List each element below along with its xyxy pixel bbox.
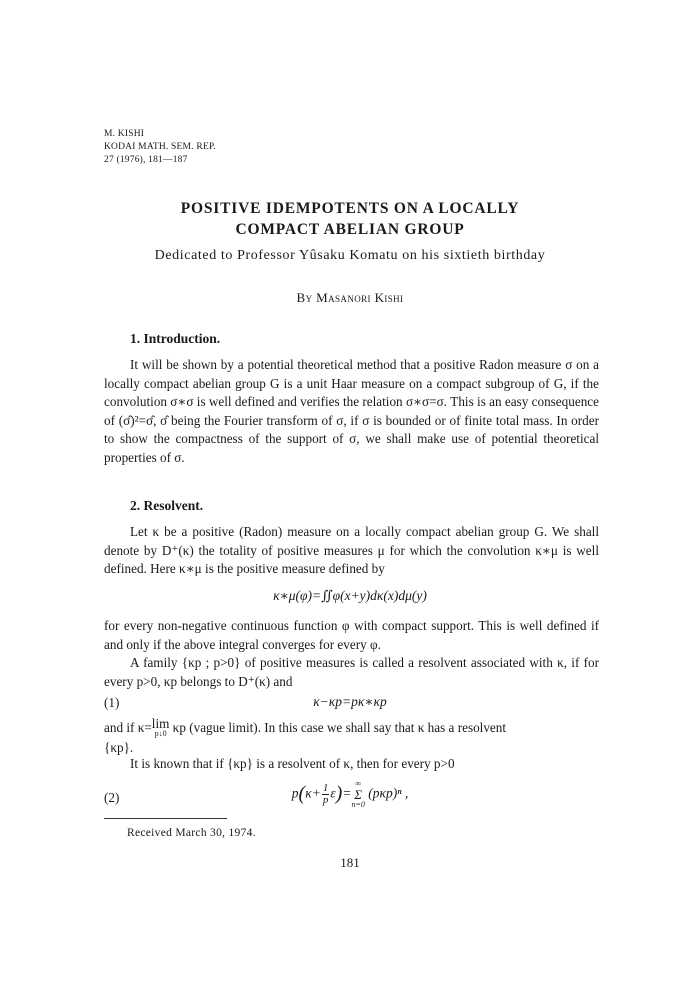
header-author: M. KISHI <box>104 129 145 139</box>
resolvent-paragraph: Let κ be a positive (Radon) measure on a locally compact abelian group G. We shall denote by D⁺(κ) the totality of positive measures μ for which the convolution κ∗μ is well defined. Here κ∗μ is the positive measure defined by <box>104 524 599 576</box>
eq2-prefix: p <box>291 785 299 801</box>
continuous-function-paragraph: for every non-negative continuous function φ with compact support. This is well defined if and only if the above integral converges for every φ. <box>104 618 599 652</box>
page-number: 181 <box>340 855 360 870</box>
byline-by: By <box>296 290 313 305</box>
eq2-suffix: (pκp)ⁿ , <box>368 785 409 801</box>
eq2-fraction-numerator: 1 <box>322 782 329 794</box>
section-heading-resolvent: 2. Resolvent. <box>130 498 204 513</box>
vague-limit-line <box>104 716 599 739</box>
vague-limit-suffix: κp (vague limit). In this case we shall say that κ has a resolvent <box>169 720 507 735</box>
byline <box>0 290 700 306</box>
footnote-received: Received March 30, 1974. <box>127 827 256 839</box>
limit-subscript: p↓0 <box>154 729 167 738</box>
running-header <box>104 128 216 167</box>
convolution-equation: κ∗μ(φ)=∬φ(x+y)dκ(x)dμ(y) <box>273 588 427 603</box>
footnote-rule <box>104 818 227 819</box>
header-volume: 27 (1976), 181—187 <box>104 155 188 165</box>
known-result-paragraph: It is known that if {κp} is a resolvent of κ, then for every p>0 <box>130 756 455 771</box>
paper-title-line-2: COMPACT ABELIAN GROUP <box>235 221 465 238</box>
introduction-paragraph: It will be shown by a potential theoretical method that a positive Radon measure σ on a locally compact abelian group G is a unit Haar measure on a compact subgroup of G, if the convolution σ∗σ is well defined and verifies the relation σ∗σ=σ. This is an easy consequence of (σ̂)²=σ̂, σ̂ being the Fourier transform of σ, if σ is bounded or of finite total mass. In order to show the compactness of the support of σ, we shall make use of potential theoretical properties of σ. <box>104 357 599 465</box>
section-heading-introduction: 1. Introduction. <box>130 331 221 346</box>
eq2-sum-lower: n=0 <box>351 800 365 809</box>
header-journal: KODAI MATH. SEM. REP. <box>104 142 216 152</box>
eq2-sum-upper: ∞ <box>355 779 361 788</box>
resolvent-definition-paragraph: A family {κp ; p>0} of positive measures is called a resolvent associated with κ, if for every p>0, κp belongs to D⁺(κ) and <box>104 655 599 689</box>
vague-limit-continuation: {κp}. <box>104 740 134 755</box>
eq2-fraction <box>322 783 330 806</box>
equation-1: κ−κp=pκ∗κp <box>313 694 387 709</box>
eq2-summation: ∞ Σ n=0 <box>351 779 365 809</box>
eq2-fraction-denominator: p <box>322 794 329 806</box>
equation-1-number: (1) <box>104 695 120 710</box>
equation-2-number: (2) <box>104 790 120 805</box>
paper-title-line-1: POSITIVE IDEMPOTENTS ON A LOCALLY <box>180 200 520 217</box>
limit-word: lim <box>151 716 170 731</box>
byline-name: Masanori Kishi <box>316 290 404 305</box>
limit-operator <box>151 716 170 739</box>
vague-limit-prefix: and if κ= <box>104 720 152 735</box>
dedication: Dedicated to Professor Yûsaku Komatu on his sixtieth birthday <box>154 248 546 263</box>
equation-2: p(κ+ $\frac{1}{p}$ ε)= ∞ Σ n=0 (pκp)ⁿ , <box>291 779 409 809</box>
